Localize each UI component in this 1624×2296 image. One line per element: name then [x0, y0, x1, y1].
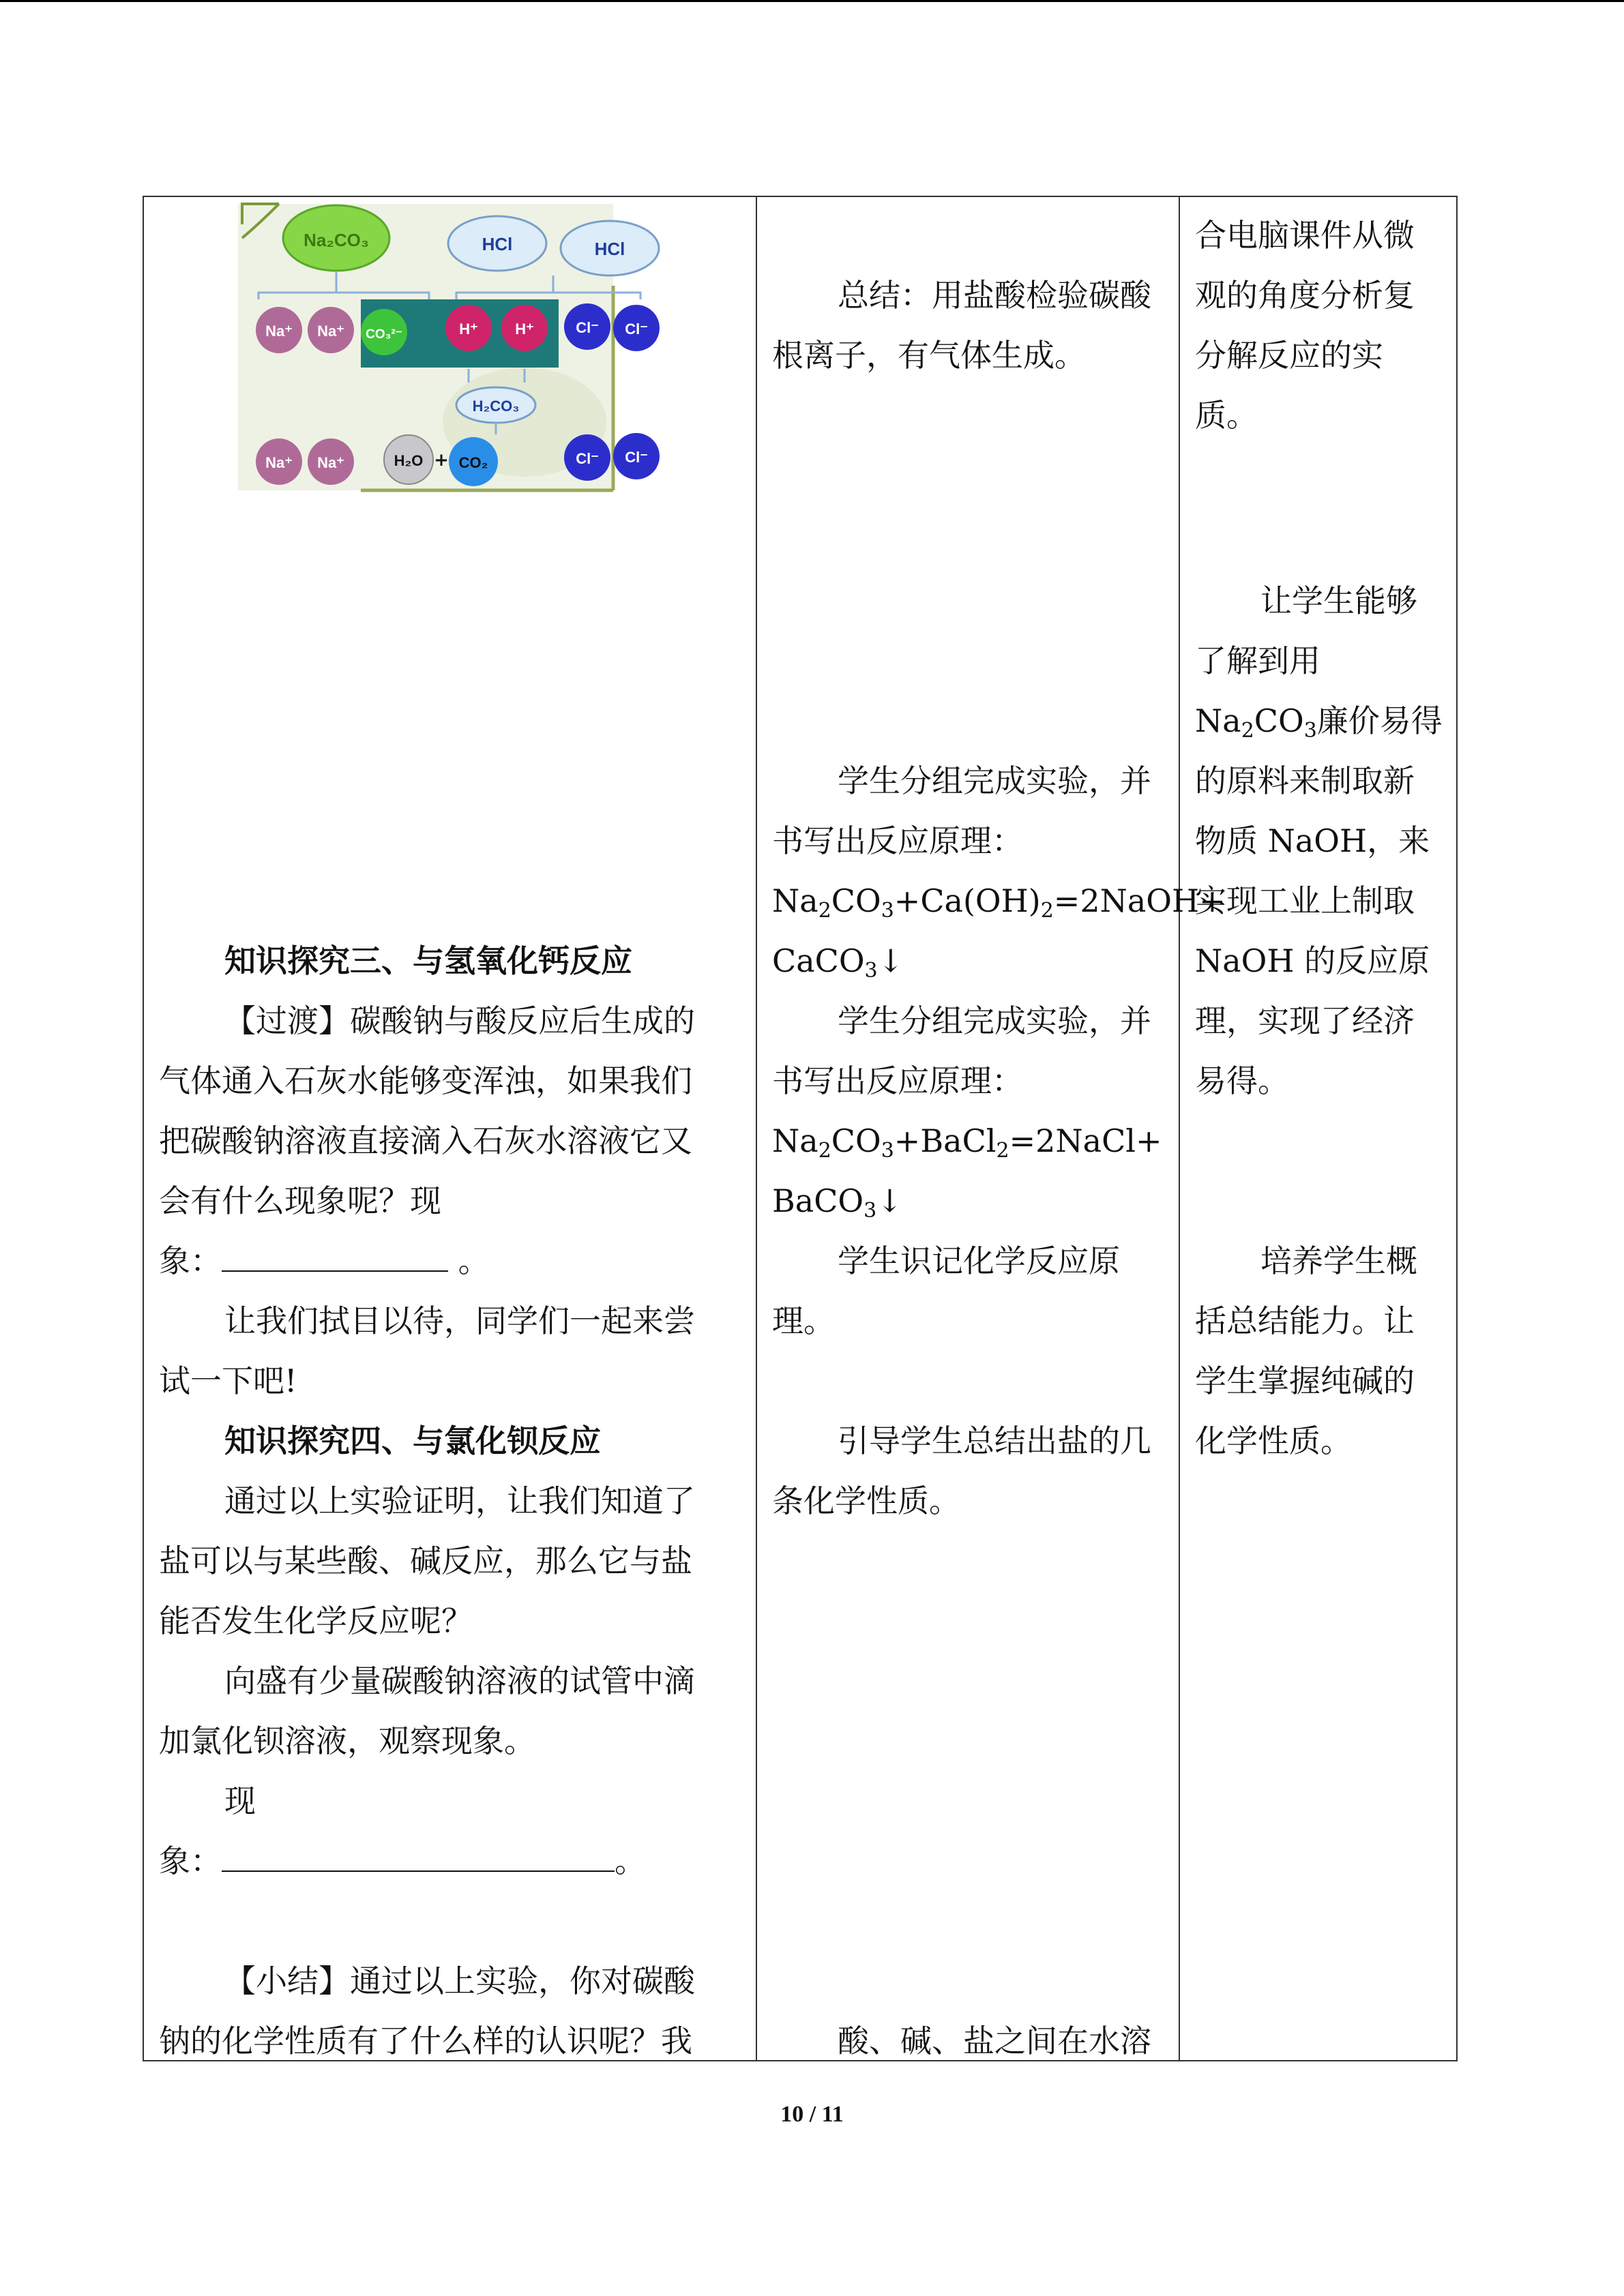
design-intent-column	[1180, 197, 1458, 2060]
text-line: 培养学生概	[1260, 1242, 1417, 1279]
lesson-table	[143, 196, 1458, 2061]
text-line: 括总结能力。让	[1195, 1302, 1415, 1339]
precipitate-arrow: ↓	[876, 1182, 903, 1219]
text-line: 质。	[1195, 397, 1258, 434]
na-ion-label: Na⁺	[317, 323, 344, 340]
na-ion-label: Na⁺	[265, 323, 293, 340]
co2-label: CO₂	[458, 454, 488, 471]
h-ion-label: H⁺	[515, 320, 534, 338]
h2o-label: H₂O	[394, 452, 424, 469]
text-line: $Na_2CO_3$廉价易得	[1195, 702, 1443, 743]
equation: BaCO$_3$↓	[772, 1182, 903, 1223]
text-line: 现	[224, 1783, 256, 1819]
text-line: 书写出反应原理：	[772, 822, 1023, 859]
text-line: 实现工业上制取	[1195, 882, 1415, 919]
text-line: 观的角度分析复	[1195, 277, 1415, 314]
text-line: 引导学生总结出盐的几	[838, 1422, 1151, 1459]
eq-part: +BaCl	[894, 1122, 996, 1159]
text-line: 学生识记化学反应原	[838, 1242, 1120, 1279]
text-line: 试一下吧!	[159, 1362, 297, 1399]
text-line: 化学性质。	[1195, 1422, 1352, 1459]
text-line: 把碳酸钠溶液直接滴入石灰水溶液它又	[159, 1122, 692, 1159]
period: 。	[448, 1242, 490, 1279]
text-line: 学生分组完成实验，并	[838, 1002, 1151, 1039]
text-line: 【小结】通过以上实验，你对碳酸	[224, 1963, 695, 1999]
precipitate-arrow: ↓	[877, 942, 904, 979]
h-ion-label: H⁺	[459, 320, 478, 338]
text-line: 书写出反应原理：	[772, 1062, 1023, 1099]
observation-label: 象：	[159, 1242, 222, 1279]
equation: $Na_2CO_3+BaCl_2=2NaCl+$	[772, 1122, 1162, 1163]
observation-blank[interactable]	[222, 1843, 615, 1872]
text-line: 了解到用	[1195, 642, 1320, 679]
na-ion-label: Na⁺	[317, 454, 344, 471]
eq-part: CO	[831, 882, 881, 919]
text-line: 酸、碱、盐之间在水溶	[838, 2023, 1151, 2059]
eq-part: CO	[831, 1122, 881, 1159]
text-line: 会有什么现象呢？现	[159, 1182, 441, 1219]
period: 。	[615, 1843, 646, 1879]
eq-part: CaCO	[772, 942, 865, 979]
top-border	[0, 0, 1624, 2]
cl-ion-label: Cl⁻	[576, 319, 599, 336]
h2co3-label: H₂CO₃	[472, 398, 520, 415]
text-line: 钠的化学性质有了什么样的认识呢？我	[159, 2023, 692, 2059]
hcl-label: HCl	[594, 239, 625, 259]
formula-part: Na	[1195, 702, 1241, 739]
eq-part: BaCO	[772, 1182, 864, 1219]
text-line: 能否发生化学反应呢？	[159, 1602, 473, 1639]
text-line: 分解反应的实	[1195, 337, 1383, 374]
teacher-activity-column	[144, 197, 756, 2060]
text-line: 让学生能够	[1260, 582, 1417, 619]
text-line: 通过以上实验证明，让我们知道了	[224, 1482, 695, 1519]
cl-ion-label: Cl⁻	[625, 320, 648, 338]
text-line: 易得。	[1195, 1062, 1289, 1099]
text-line: 学生分组完成实验，并	[838, 762, 1151, 799]
text-line: 条化学性质。	[772, 1482, 960, 1519]
ion-reaction-diagram	[238, 197, 648, 497]
student-activity-column	[757, 197, 1226, 2060]
text-line: 让我们拭目以待，同学们一起来尝	[224, 1302, 695, 1339]
text-line: 理。	[772, 1302, 835, 1339]
text-line: 的原料来制取新	[1195, 762, 1415, 799]
section-heading: 知识探究三、与氢氧化钙反应	[224, 942, 632, 979]
co3-ion-label: CO₃²⁻	[366, 327, 402, 342]
equation: CaCO$_3$↓	[772, 942, 904, 983]
text-line: 总结：用盐酸检验碳酸	[838, 277, 1151, 314]
formula-part: 廉价易得	[1316, 702, 1443, 739]
eq-part: =2NaOH+	[1053, 882, 1226, 919]
observation-line	[159, 1831, 646, 1891]
text-line: 向盛有少量碳酸钠溶液的试管中滴	[224, 1663, 695, 1699]
na-ion-label: Na⁺	[265, 454, 293, 471]
text-line: 合电脑课件从微	[1195, 217, 1415, 254]
eq-part: Na	[772, 882, 818, 919]
hcl-label: HCl	[482, 234, 513, 254]
text-line: 【过渡】碳酸钠与酸反应后生成的	[224, 1002, 695, 1039]
page-number: 10 / 11	[780, 2102, 844, 2127]
text-line: 学生掌握纯碱的	[1195, 1362, 1415, 1399]
text-line: 根离子，有气体生成。	[772, 337, 1086, 374]
text-line: 理，实现了经济	[1195, 1002, 1415, 1039]
text-line: 加氯化钡溶液，观察现象。	[159, 1723, 535, 1759]
text-line: 气体通入石灰水能够变浑浊，如果我们	[159, 1062, 692, 1099]
cl-ion-label: Cl⁻	[625, 449, 648, 466]
text-line: 盐可以与某些酸、碱反应，那么它与盐	[159, 1542, 692, 1579]
observation-line	[159, 1231, 490, 1291]
na2co3-label: Na₂CO₃	[304, 230, 369, 250]
section-heading: 知识探究四、与氯化钡反应	[224, 1422, 601, 1459]
text-line: 物质 NaOH，来	[1195, 822, 1430, 859]
cl-ion-label: Cl⁻	[576, 450, 599, 467]
eq-part: Na	[772, 1122, 818, 1159]
plus-sign: +	[434, 450, 449, 471]
eq-part: =2NaCl+	[1009, 1122, 1162, 1159]
formula-part: CO	[1254, 702, 1304, 739]
equation: $Na_2CO_3+Ca(OH)_2=2NaOH+$	[772, 882, 1226, 923]
observation-label: 象：	[159, 1843, 222, 1879]
text-line: NaOH 的反应原	[1195, 942, 1430, 979]
observation-blank[interactable]	[222, 1243, 448, 1272]
eq-part: +Ca(OH)	[894, 882, 1041, 919]
